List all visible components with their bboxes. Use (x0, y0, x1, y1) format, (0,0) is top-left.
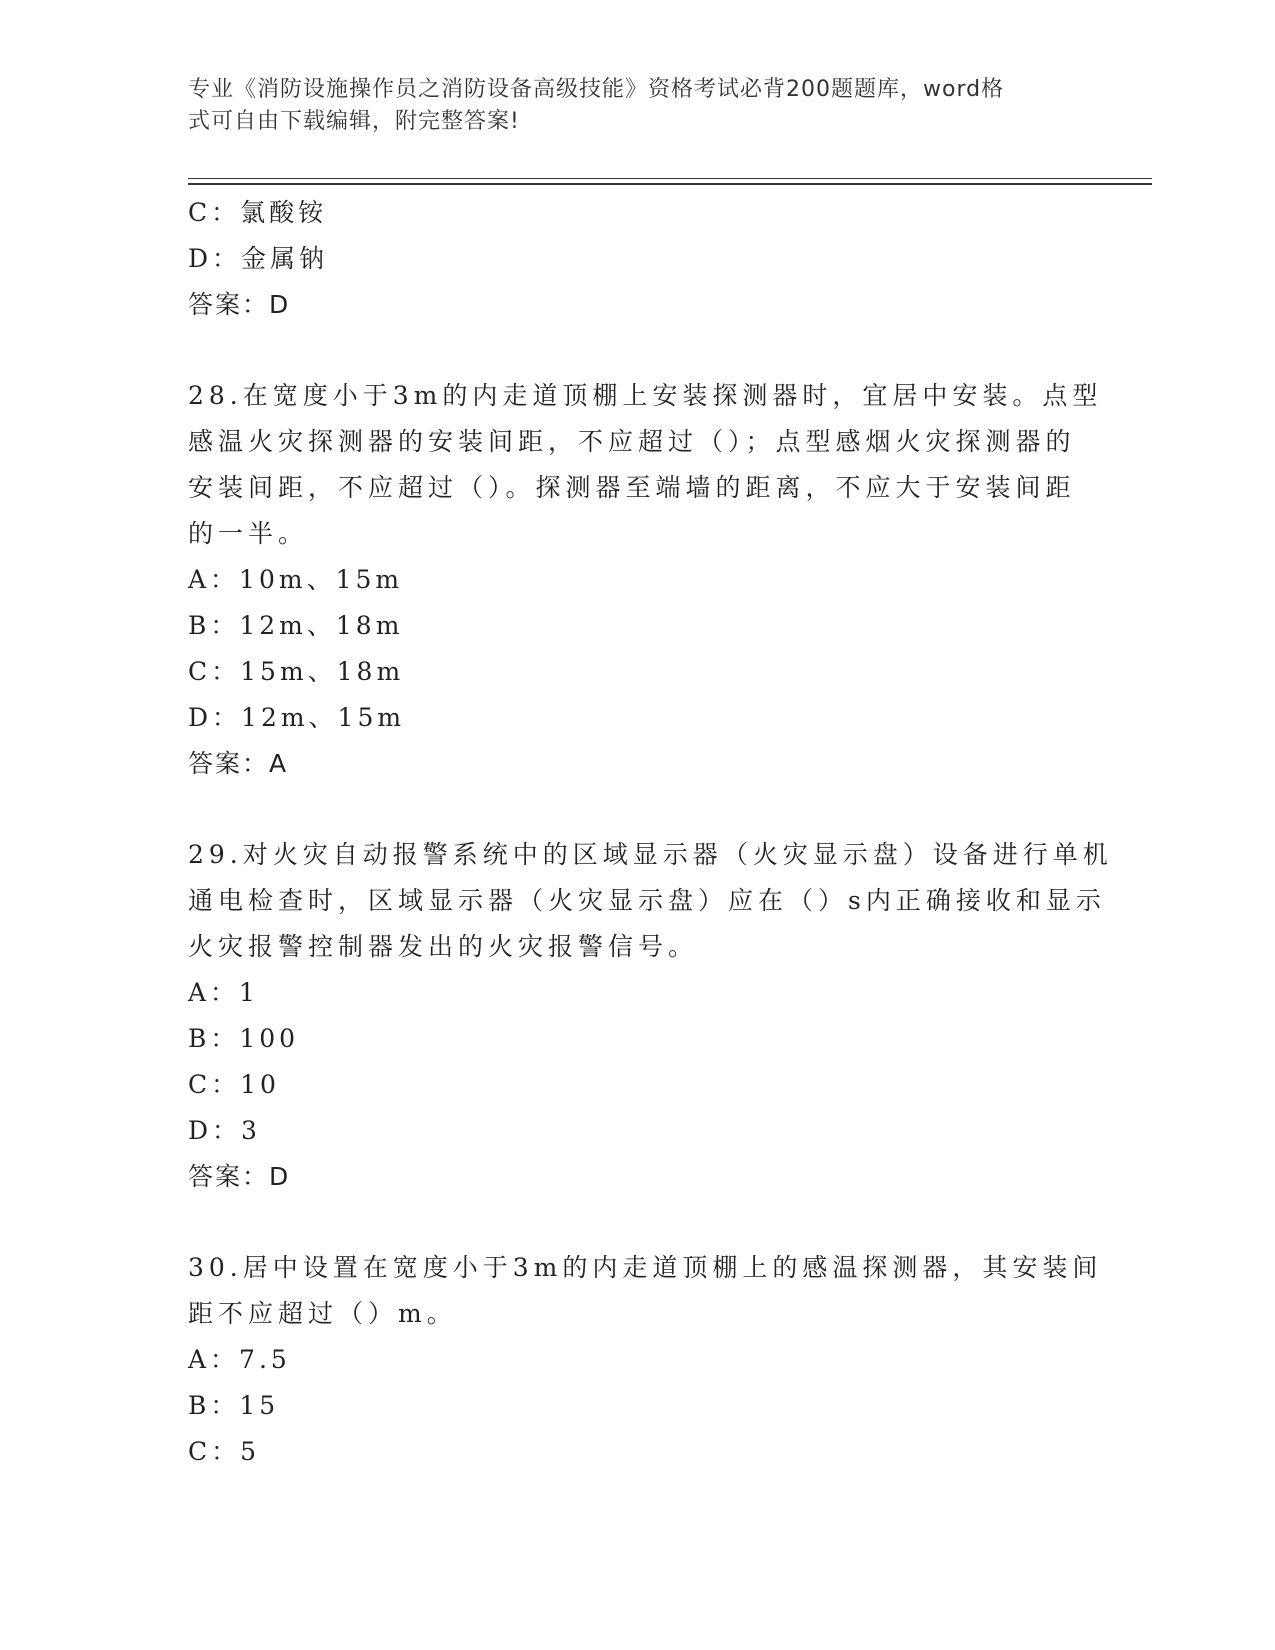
question-stem (188, 1245, 1103, 1337)
stem-line: 安装间距，不应超过（）。探测器至端墙的距离，不应大于安装间距 (188, 473, 1076, 502)
option-b: B：12m、18m (188, 611, 404, 640)
header-divider-thin (188, 178, 1152, 179)
header-line-2: 式可自由下载编辑，附完整答案! (188, 109, 520, 134)
answer-line: 答案：A (188, 749, 289, 778)
document-header (188, 74, 1088, 138)
header-line-1: 专业《消防设施操作员之消防设备高级技能》资格考试必背200题题库，word格 (188, 77, 1005, 102)
option-d: D：3 (188, 1116, 261, 1145)
stem-line: 火灾报警控制器发出的火灾报警信号。 (188, 932, 699, 961)
stem-line: 距不应超过（）m。 (188, 1299, 457, 1328)
option-d: D：金属钠 (188, 244, 329, 273)
stem-line: 感温火灾探测器的安装间距，不应超过（）；点型感烟火灾探测器的 (188, 427, 1076, 456)
stem-line: 30.居中设置在宽度小于3m的内走道顶棚上的感温探测器，其安装间 (188, 1253, 1103, 1282)
option-a: A：1 (188, 978, 259, 1007)
answer-line: 答案：D (188, 1162, 291, 1191)
option-a: A：7.5 (188, 1345, 291, 1374)
question-stem (188, 832, 1113, 970)
question-content (188, 190, 1113, 1475)
question-27-tail (188, 190, 1088, 328)
option-c: C：氯酸铵 (188, 198, 328, 227)
option-c: C：15m、18m (188, 657, 405, 686)
stem-line: 的一半。 (188, 519, 309, 548)
stem-line: 29.对火灾自动报警系统中的区域显示器（火灾显示盘）设备进行单机 (188, 840, 1113, 869)
answer-line: 答案：D (188, 290, 291, 319)
question-30 (188, 1245, 1103, 1475)
question-stem (188, 373, 1103, 557)
option-c: C：10 (188, 1070, 280, 1099)
option-c: C：5 (188, 1437, 261, 1466)
header-divider-thick (188, 183, 1152, 185)
option-b: B：15 (188, 1391, 280, 1420)
stem-line: 28.在宽度小于3m的内走道顶棚上安装探测器时，宜居中安装。点型 (188, 381, 1103, 410)
option-d: D：12m、15m (188, 703, 406, 732)
stem-line: 通电检查时，区域显示器（火灾显示盘）应在（）s内正确接收和显示 (188, 886, 1106, 915)
option-b: B：100 (188, 1024, 300, 1053)
option-a: A：10m、15m (188, 565, 404, 594)
question-28 (188, 373, 1103, 787)
question-29 (188, 832, 1113, 1200)
